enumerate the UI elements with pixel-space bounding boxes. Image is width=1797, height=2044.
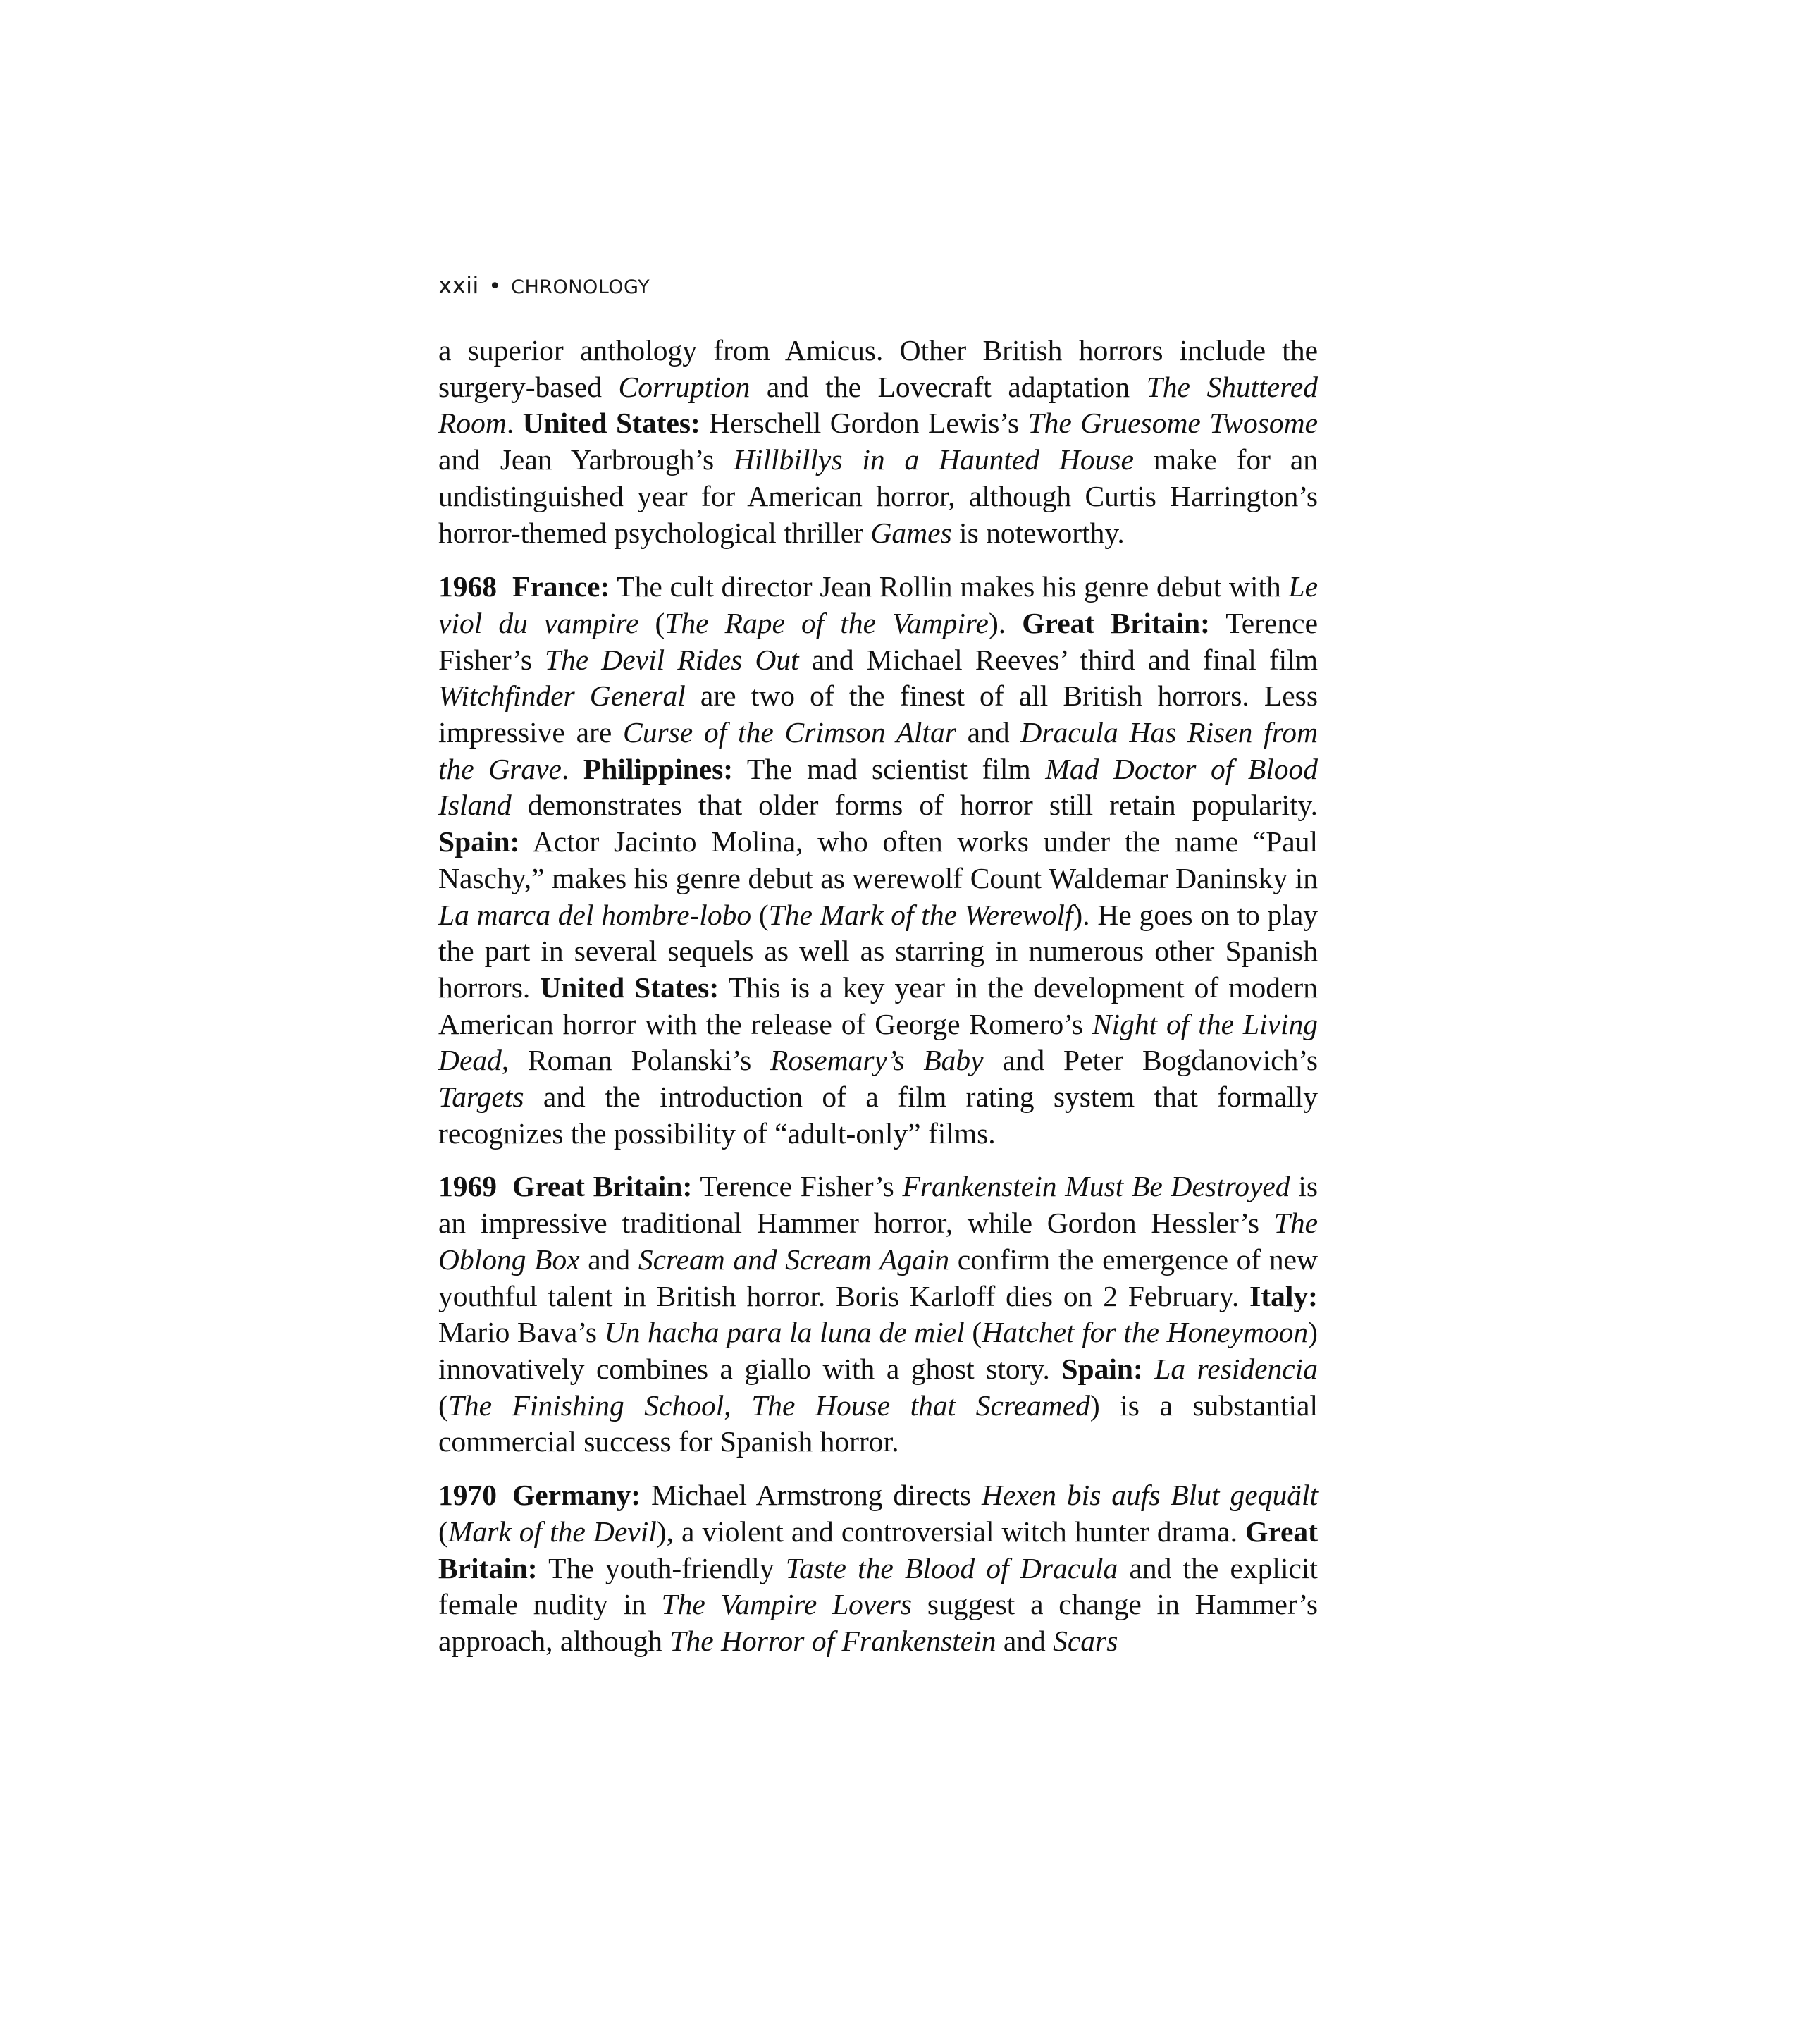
film-title: The Devil Rides Out: [545, 643, 799, 676]
chronology-entry-continued: [438, 333, 1318, 551]
country-label: Spain:: [438, 825, 520, 858]
body-text: and Peter Bogdanovich’s: [983, 1044, 1318, 1077]
body-text: ) innovatively combines a giallo with a ghost story.: [438, 1316, 1318, 1385]
film-title: Hexen bis aufs Blut gequält: [982, 1479, 1319, 1512]
country-label: Spain:: [1061, 1352, 1143, 1385]
body-text: confirm the emergence of new youthful talent in British horror. Boris Karloff dies on 2 February.: [438, 1243, 1318, 1312]
body-text: Actor Jacinto Molina, who often works under the name “Paul Naschy,” makes his genre debut as werewolf Count Waldemar Daninsky in: [438, 825, 1318, 894]
film-title: Scars: [1053, 1624, 1118, 1657]
film-title: La marca del hombre-lobo: [438, 898, 752, 931]
body-text: Herschell Gordon Lewis’s: [700, 407, 1028, 440]
body-text: ), a violent and controversial witch hunter drama.: [656, 1515, 1246, 1548]
body-text: and the explicit female nudity in: [438, 1551, 1318, 1621]
film-title: Targets: [438, 1081, 524, 1114]
chronology-entry-1970: [438, 1477, 1318, 1660]
film-title: Night of the Living Dead: [438, 1007, 1318, 1077]
chronology-text: [438, 333, 1318, 1677]
film-title: Scream and Scream Again: [638, 1243, 950, 1276]
film-title: Corruption: [618, 370, 751, 403]
country-label: Great Britain:: [512, 1170, 693, 1203]
body-text: and: [579, 1243, 638, 1276]
chronology-entry-1968: [438, 569, 1318, 1152]
body-text: Michael Armstrong directs: [641, 1479, 982, 1512]
entry-year: 1969: [438, 1170, 497, 1203]
body-text: ). He goes on to play the part in several sequels as well as starring in numerous other Spanish horrors.: [438, 898, 1318, 1004]
body-text: The youth-friendly: [537, 1551, 786, 1584]
film-title: The Gruesome Twosome: [1027, 407, 1319, 440]
body-text: , Roman Polanski’s: [501, 1044, 771, 1077]
film-title: The Shuttered Room: [438, 370, 1318, 440]
entry-year: 1970: [438, 1479, 497, 1512]
body-text: suggest a change in Hammer’s approach, although: [438, 1588, 1319, 1657]
film-title: Frankenstein Must Be Destroyed: [902, 1170, 1290, 1203]
body-text: Terence Fisher’s: [692, 1170, 903, 1203]
country-label: United States:: [540, 971, 720, 1004]
body-text: .: [506, 407, 523, 440]
body-text: Mario Bava’s: [438, 1316, 605, 1349]
body-text: and the introduction of a film rating system that formally recognizes the possibility of “adult-only” films.: [438, 1081, 1318, 1150]
body-text: ) is a substantial commercial success for Spanish horror.: [438, 1389, 1319, 1458]
body-text: ).: [988, 606, 1023, 639]
film-title: La residencia: [1154, 1352, 1318, 1385]
country-label: France:: [512, 570, 610, 603]
body-text: [1143, 1353, 1155, 1385]
body-text: (: [751, 898, 769, 931]
body-text: This is a key year in the development of modern American horror with the release of George Romero’s: [438, 971, 1318, 1040]
body-text: (: [438, 1389, 448, 1422]
country-label: Philippines:: [583, 752, 734, 785]
film-title: Mad Doctor of Blood Island: [438, 752, 1318, 822]
film-title: The Mark of the Werewolf: [768, 898, 1073, 931]
bullet-separator: •: [488, 274, 502, 299]
body-text: and Michael Reeves’ third and final film: [798, 643, 1318, 676]
body-text: The cult director Jean Rollin makes his genre debut with: [610, 570, 1289, 603]
film-title: The Rape of the Vampire: [665, 606, 989, 639]
body-text: a superior anthology from Amicus. Other British horrors include the surgery-based: [438, 334, 1318, 403]
body-text: is an impressive traditional Hammer horror, while Gordon Hessler’s: [438, 1170, 1318, 1240]
body-text: demonstrates that older forms of horror still retain popularity.: [511, 789, 1318, 822]
film-title: Le viol du vampire: [438, 570, 1318, 639]
film-title: Rosemary’s Baby: [770, 1044, 984, 1077]
body-text: are two of the finest of all British horrors. Less impressive are: [438, 679, 1318, 749]
entry-year: 1968: [438, 570, 497, 603]
body-text: and: [996, 1624, 1054, 1657]
body-text: (: [638, 606, 665, 639]
country-label: Italy:: [1249, 1279, 1318, 1312]
film-title: The Oblong Box: [438, 1207, 1318, 1276]
body-text: .: [561, 752, 583, 785]
country-label: Great Britain:: [438, 1515, 1318, 1584]
film-title: Taste the Blood of Dracula: [785, 1551, 1118, 1584]
section-title: CHRONOLOGY: [511, 276, 650, 298]
film-title: The House that Screamed: [751, 1389, 1090, 1422]
body-text: and the Lovecraft adaptation: [750, 370, 1147, 403]
running-head: [438, 271, 650, 299]
film-title: Hatchet for the Honeymoon: [982, 1316, 1309, 1349]
chronology-entry-1969: [438, 1169, 1318, 1460]
film-title: The Finishing School: [447, 1389, 724, 1422]
body-text: Terence Fisher’s: [438, 606, 1318, 676]
film-title: Curse of the Crimson Altar: [623, 716, 956, 749]
body-text: make for an undistinguished year for American horror, although Curtis Harrington’s horror-themed psychological thriller: [438, 443, 1318, 549]
film-title: Witchfinder General: [438, 679, 686, 713]
body-text: and Jean Yarbrough’s: [438, 443, 734, 476]
body-text: (: [438, 1515, 448, 1548]
body-text: ,: [724, 1389, 752, 1422]
film-title: Dracula Has Risen from the Grave: [438, 716, 1319, 785]
film-title: The Vampire Lovers: [661, 1588, 913, 1621]
body-text: The mad scientist film: [733, 752, 1046, 785]
country-label: Great Britain:: [1022, 606, 1210, 639]
film-title: Games: [870, 516, 952, 549]
body-text: and: [956, 716, 1021, 749]
body-text: is noteworthy.: [951, 516, 1125, 549]
film-title: The Horror of Frankenstein: [669, 1624, 996, 1657]
film-title: Un hacha para la luna de miel: [604, 1316, 965, 1349]
body-text: (: [964, 1316, 982, 1349]
film-title: Hillbillys in a Haunted House: [734, 443, 1134, 476]
page-number: xxii: [438, 271, 479, 299]
country-label: Germany:: [512, 1479, 641, 1512]
film-title: Mark of the Devil: [447, 1515, 657, 1548]
country-label: United States:: [522, 407, 700, 440]
